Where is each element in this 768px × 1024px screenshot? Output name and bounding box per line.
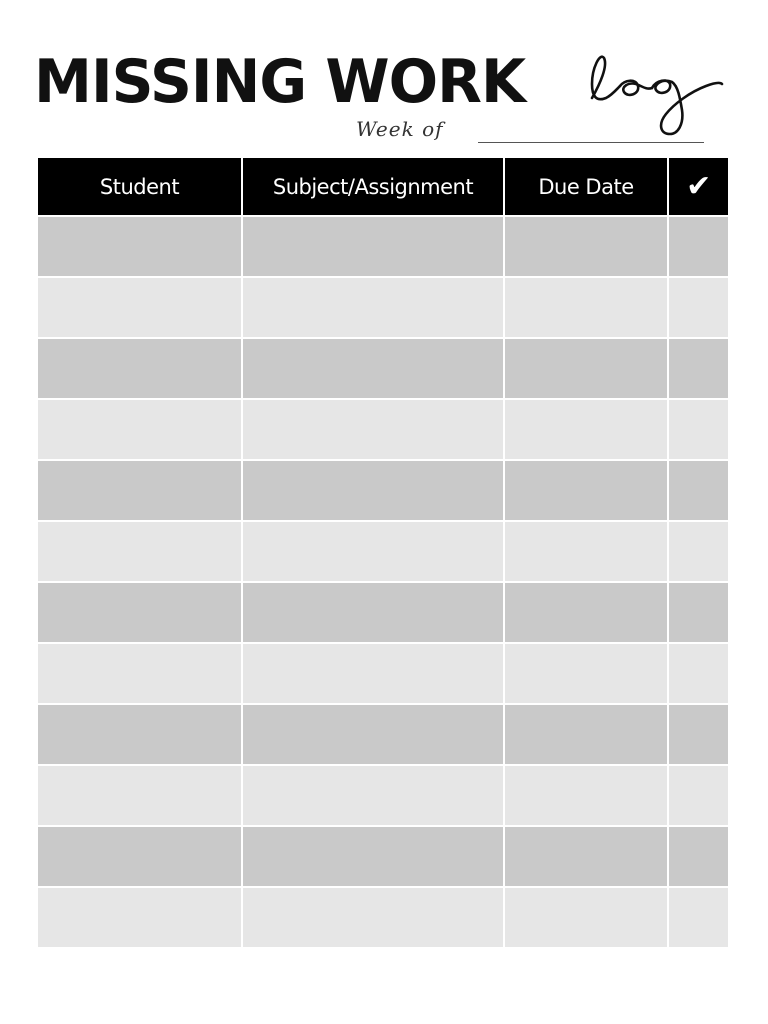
table-row xyxy=(38,642,728,703)
subject-assignment-cell[interactable] xyxy=(243,276,505,337)
subject-assignment-cell[interactable] xyxy=(243,886,505,947)
table-row xyxy=(38,520,728,581)
week-of-blank-line[interactable] xyxy=(478,142,704,143)
check-cell[interactable] xyxy=(669,703,728,764)
subject-assignment-cell[interactable] xyxy=(243,337,505,398)
check-cell[interactable] xyxy=(669,764,728,825)
due-date-cell[interactable] xyxy=(505,764,669,825)
student-cell[interactable] xyxy=(38,886,243,947)
student-cell[interactable] xyxy=(38,337,243,398)
due-date-cell[interactable] xyxy=(505,520,669,581)
table-row xyxy=(38,398,728,459)
column-header-subject-assignment: Subject/Assignment xyxy=(243,158,505,215)
subject-assignment-cell[interactable] xyxy=(243,398,505,459)
subject-assignment-cell[interactable] xyxy=(243,459,505,520)
check-cell[interactable] xyxy=(669,215,728,276)
due-date-cell[interactable] xyxy=(505,825,669,886)
subject-assignment-cell[interactable] xyxy=(243,520,505,581)
due-date-cell[interactable] xyxy=(505,459,669,520)
check-cell[interactable] xyxy=(669,398,728,459)
table-body xyxy=(38,215,728,947)
table-row xyxy=(38,703,728,764)
table-row xyxy=(38,886,728,947)
subject-assignment-cell[interactable] xyxy=(243,825,505,886)
table-header-row xyxy=(38,158,728,215)
student-cell[interactable] xyxy=(38,581,243,642)
table-row xyxy=(38,276,728,337)
student-cell[interactable] xyxy=(38,459,243,520)
subject-assignment-cell[interactable] xyxy=(243,215,505,276)
subject-assignment-cell[interactable] xyxy=(243,642,505,703)
due-date-cell[interactable] xyxy=(505,337,669,398)
due-date-cell[interactable] xyxy=(505,581,669,642)
table-row xyxy=(38,764,728,825)
subject-assignment-cell[interactable] xyxy=(243,581,505,642)
check-cell[interactable] xyxy=(669,276,728,337)
due-date-cell[interactable] xyxy=(505,276,669,337)
check-cell[interactable] xyxy=(669,520,728,581)
week-of-label: Week of xyxy=(356,117,444,141)
table-row xyxy=(38,459,728,520)
table-row xyxy=(38,215,728,276)
student-cell[interactable] xyxy=(38,703,243,764)
column-header-student: Student xyxy=(38,158,243,215)
check-cell[interactable] xyxy=(669,825,728,886)
table-row xyxy=(38,825,728,886)
student-cell[interactable] xyxy=(38,520,243,581)
table-row xyxy=(38,581,728,642)
table-row xyxy=(38,337,728,398)
subject-assignment-cell[interactable] xyxy=(243,764,505,825)
column-header-due-date: Due Date xyxy=(505,158,669,215)
due-date-cell[interactable] xyxy=(505,703,669,764)
missing-work-table xyxy=(38,158,728,947)
student-cell[interactable] xyxy=(38,215,243,276)
due-date-cell[interactable] xyxy=(505,398,669,459)
check-cell[interactable] xyxy=(669,581,728,642)
page-title: MISSING WORK xyxy=(34,47,526,117)
due-date-cell[interactable] xyxy=(505,886,669,947)
check-cell[interactable] xyxy=(669,459,728,520)
title-script-log-lettering xyxy=(586,40,726,140)
student-cell[interactable] xyxy=(38,398,243,459)
due-date-cell[interactable] xyxy=(505,642,669,703)
student-cell[interactable] xyxy=(38,825,243,886)
due-date-cell[interactable] xyxy=(505,215,669,276)
check-cell[interactable] xyxy=(669,337,728,398)
student-cell[interactable] xyxy=(38,764,243,825)
checkmark-icon: ✔ xyxy=(686,169,711,204)
column-header-check xyxy=(669,158,728,215)
student-cell[interactable] xyxy=(38,276,243,337)
subject-assignment-cell[interactable] xyxy=(243,703,505,764)
student-cell[interactable] xyxy=(38,642,243,703)
check-cell[interactable] xyxy=(669,642,728,703)
check-cell[interactable] xyxy=(669,886,728,947)
